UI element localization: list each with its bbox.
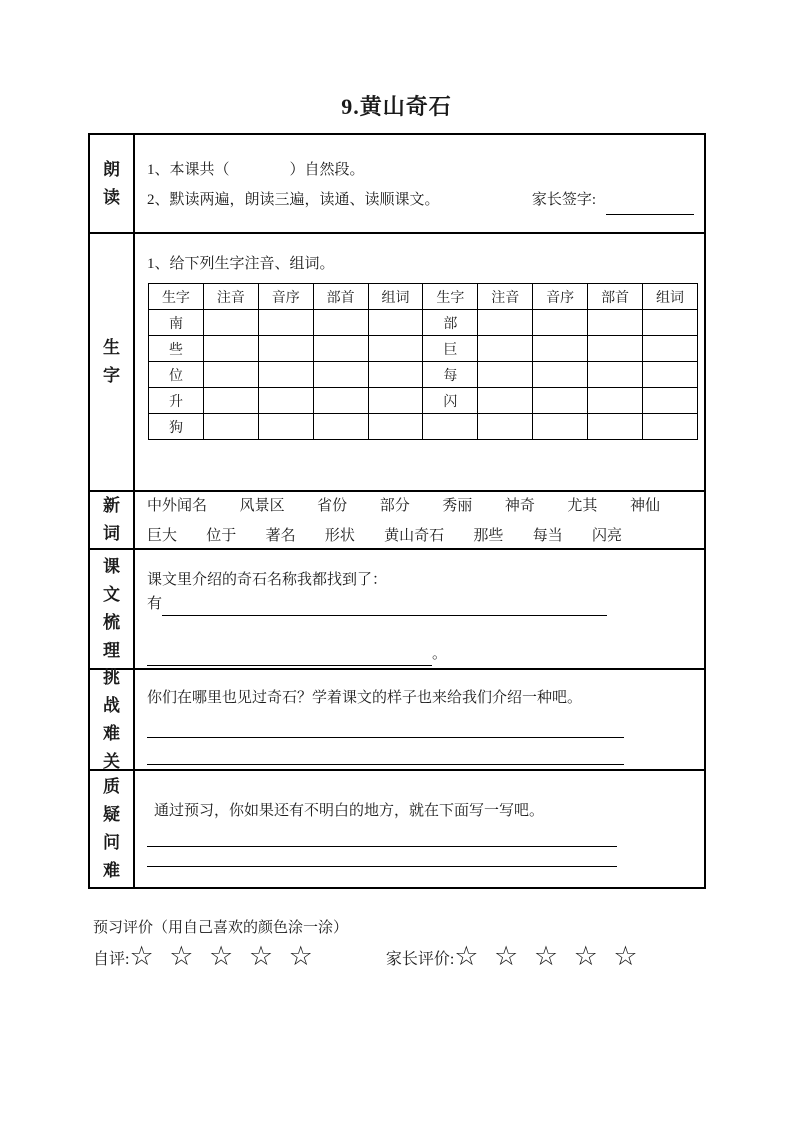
- word: 每当: [532, 528, 563, 544]
- word: 那些: [473, 528, 504, 544]
- empty-cell: [313, 388, 368, 414]
- empty-cell: [258, 388, 313, 414]
- character-cell: 些: [149, 336, 204, 362]
- word: 闪亮: [591, 528, 622, 544]
- character-cell: 南: [149, 310, 204, 336]
- answer-blank: [147, 835, 617, 847]
- sentence-period: 。: [432, 646, 448, 662]
- character-table-row: [149, 388, 698, 414]
- section-label-questions: 质疑问难: [103, 777, 120, 880]
- empty-cell: [368, 414, 423, 440]
- parent-signature-label: 家长签字:: [531, 192, 596, 208]
- column-header: 组词: [368, 284, 423, 310]
- character-cell: 巨: [423, 336, 478, 362]
- empty-cell: [313, 310, 368, 336]
- column-header: 音序: [258, 284, 313, 310]
- answer-line-1: [147, 592, 698, 616]
- section-text-review: [90, 548, 704, 668]
- empty-cell: [478, 388, 533, 414]
- empty-cell: [533, 414, 588, 440]
- answer-blank: [147, 855, 617, 867]
- answer-blank: [147, 654, 432, 666]
- parent-signature-group: [532, 185, 694, 215]
- empty-cell: [643, 336, 698, 362]
- empty-cell: [258, 310, 313, 336]
- section-label-new-characters: 生字: [103, 338, 120, 385]
- text-review-prompt: 课文里介绍的奇石名称我都找到了：: [147, 572, 388, 588]
- empty-cell: [643, 388, 698, 414]
- section-label-challenge: 挑战难关: [103, 667, 120, 771]
- empty-cell: [203, 388, 258, 414]
- empty-cell: [643, 310, 698, 336]
- answer-line-2: [147, 642, 698, 666]
- parent-rating-label: 家长评价:: [385, 950, 455, 968]
- self-rating-label: 自评:: [93, 950, 130, 968]
- empty-cell: [258, 362, 313, 388]
- column-header: 部首: [313, 284, 368, 310]
- empty-cell: [258, 336, 313, 362]
- section-label-read-aloud: 朗读: [103, 159, 120, 207]
- empty-cell: [643, 362, 698, 388]
- empty-cell: [368, 388, 423, 414]
- empty-cell: [643, 414, 698, 440]
- empty-cell: [588, 362, 643, 388]
- section-label-cell: [90, 550, 135, 668]
- read-aloud-item-2: 2、默读两遍，朗读三遍，读通、读顺课文。: [147, 192, 440, 208]
- empty-cell: [313, 414, 368, 440]
- word: 黄山奇石: [384, 528, 445, 544]
- section-label-new-words: 新词: [103, 496, 120, 543]
- section-read-aloud: [90, 135, 704, 232]
- answer-blank: [162, 604, 607, 616]
- section-questions: [90, 769, 704, 887]
- empty-cell: [478, 310, 533, 336]
- empty-cell: [533, 336, 588, 362]
- word: 形状: [324, 528, 355, 544]
- empty-cell: [313, 336, 368, 362]
- empty-cell: [533, 362, 588, 388]
- new-characters-instruction: 1、给下列生字注音、组词。: [147, 256, 335, 272]
- word: 中外闻名: [147, 498, 208, 514]
- new-words-line-2: [147, 521, 622, 551]
- section-challenge: [90, 668, 704, 769]
- read-aloud-line-2: [147, 185, 698, 215]
- word: 位于: [206, 528, 237, 544]
- empty-cell: [423, 414, 478, 440]
- word: 神仙: [629, 498, 660, 514]
- character-table-row: [149, 310, 698, 336]
- character-table-row: [149, 336, 698, 362]
- empty-cell: [313, 362, 368, 388]
- empty-cell: [203, 362, 258, 388]
- section-label-cell: [90, 135, 135, 232]
- parent-signature-blank: [606, 197, 694, 215]
- parent-rating-stars: ☆ ☆ ☆ ☆ ☆: [454, 941, 639, 972]
- self-rating-stars: ☆ ☆ ☆ ☆ ☆: [129, 941, 314, 972]
- empty-cell: [478, 362, 533, 388]
- text-review-content: [135, 550, 704, 668]
- section-label-text-review: 课文梳理: [103, 557, 120, 660]
- character-table-header-row: [149, 284, 698, 310]
- word: 省份: [317, 498, 348, 514]
- answer-blank: [147, 751, 624, 765]
- worksheet-table: [88, 133, 706, 889]
- answer-prefix: 有: [147, 596, 163, 612]
- word: 秀丽: [442, 498, 473, 514]
- word: 部分: [379, 498, 410, 514]
- empty-cell: [203, 414, 258, 440]
- empty-cell: [533, 388, 588, 414]
- questions-prompt: 通过预习，你如果还有不明白的地方，就在下面写一写吧。: [154, 803, 545, 819]
- empty-cell: [533, 310, 588, 336]
- challenge-content: [135, 670, 704, 769]
- column-header: 部首: [588, 284, 643, 310]
- empty-cell: [368, 336, 423, 362]
- read-aloud-content: [135, 135, 704, 232]
- column-header: 组词: [643, 284, 698, 310]
- empty-cell: [258, 414, 313, 440]
- new-words-line-1: [147, 491, 660, 521]
- character-table: [148, 283, 698, 440]
- empty-cell: [588, 310, 643, 336]
- character-cell: 每: [423, 362, 478, 388]
- challenge-prompt: 你们在哪里也见过奇石？学着课文的样子也来给我们介绍一种吧。: [147, 690, 583, 706]
- empty-cell: [203, 336, 258, 362]
- new-characters-content: [135, 234, 704, 490]
- column-header: 注音: [203, 284, 258, 310]
- character-cell: 升: [149, 388, 204, 414]
- column-header: 生字: [423, 284, 478, 310]
- word: 尤其: [567, 498, 598, 514]
- word: 神奇: [504, 498, 535, 514]
- empty-cell: [368, 362, 423, 388]
- character-table-row: [149, 414, 698, 440]
- character-cell: 闪: [423, 388, 478, 414]
- read-aloud-item-1: 1、本课共（ ）自然段。: [147, 162, 365, 178]
- empty-cell: [368, 310, 423, 336]
- section-label-cell: [90, 492, 135, 548]
- column-header: 生字: [149, 284, 204, 310]
- rating-heading: 预习评价（用自己喜欢的颜色涂一涂）: [93, 920, 349, 936]
- column-header: 注音: [478, 284, 533, 310]
- rating-footer: [93, 916, 713, 972]
- section-label-cell: [90, 771, 135, 887]
- word: 著名: [265, 528, 296, 544]
- answer-blank: [147, 724, 624, 738]
- word: 风景区: [239, 498, 285, 514]
- character-cell: 部: [423, 310, 478, 336]
- column-header: 音序: [533, 284, 588, 310]
- word: 巨大: [147, 528, 178, 544]
- section-label-cell: [90, 234, 135, 490]
- empty-cell: [478, 414, 533, 440]
- empty-cell: [588, 388, 643, 414]
- section-new-characters: [90, 232, 704, 490]
- section-new-words: [90, 490, 704, 548]
- new-words-content: [135, 492, 704, 548]
- rating-row: [93, 942, 713, 972]
- empty-cell: [588, 336, 643, 362]
- empty-cell: [203, 310, 258, 336]
- character-cell: 位: [149, 362, 204, 388]
- character-table-row: [149, 362, 698, 388]
- questions-content: [135, 771, 704, 887]
- page-title: 9.黄山奇石: [341, 94, 452, 119]
- empty-cell: [588, 414, 643, 440]
- section-label-cell: [90, 667, 135, 771]
- empty-cell: [478, 336, 533, 362]
- character-cell: 狗: [149, 414, 204, 440]
